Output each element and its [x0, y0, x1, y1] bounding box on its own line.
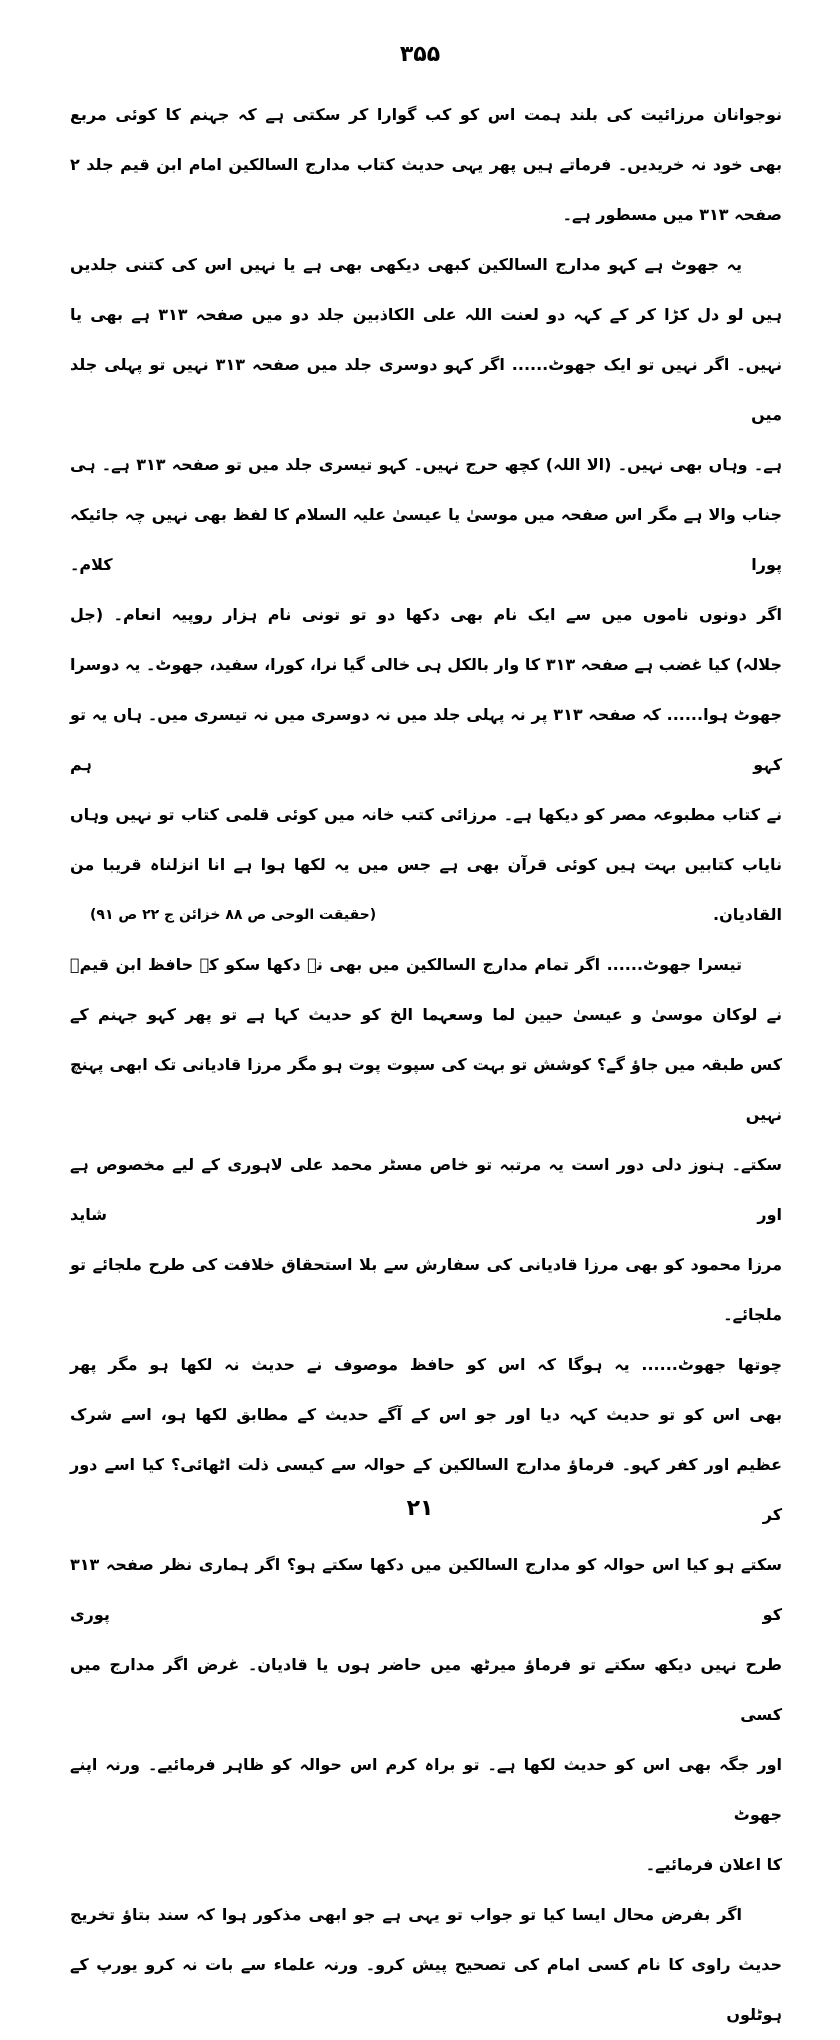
- text-line: نوجوانان مرزائیت کی بلند ہمت اس کو کب گوارا کر سکتی ہے کہ جہنم کا کوئی مربع: [70, 105, 782, 124]
- text-line: مرزا محمود کو بھی مرزا قادیانی کی سفارش سے بلا استحقاق خلافت کی طرح ملجائے تو ملجائے۔: [70, 1255, 782, 1324]
- citation-row: [70, 890, 782, 940]
- text-line: القادیان.: [713, 905, 782, 924]
- text-line: نے کتاب مطبوعہ مصر کو دیکھا ہے۔ مرزائی کتب خانہ میں کوئی قلمی کتاب تو نہیں وہاں: [70, 805, 782, 824]
- text-line: جھوٹ ہوا...... کہ صفحہ ۳۱۳ پر نہ پہلی جلد میں نہ دوسری میں نہ تیسری میں۔ ہاں یہ تو کہو ہم: [70, 705, 782, 774]
- citation-reference: (حقیقت الوحی ص ۸۸ خزائن ج ۲۲ ص ۹۱): [90, 907, 377, 923]
- text-line: ہے۔ وہاں بھی نہیں۔ (الا اللہ) کچھ حرج نہیں۔ کہو تیسری جلد میں تو صفحہ ۳۱۳ ہے۔ ہی: [70, 455, 783, 474]
- text-line: یہ جھوٹ ہے کہو مدارج السالکین کبھی دیکھی بھی ہے یا نہیں اس کی کتنی جلدیں: [70, 255, 742, 274]
- text-line: سکتے۔ ہنوز دلی دور است یہ مرتبہ تو خاص مسٹر محمد علی لاہوری کے لیے مخصوص ہے اور شاید: [70, 1155, 782, 1224]
- text-line: بھی خود نہ خریدیں۔ فرماتے ہیں پھر یہی حدیث کتاب مدارج السالکین امام ابن قیم جلد ۲: [70, 155, 782, 174]
- text-line: کس طبقہ میں جاؤ گے؟ کوشش تو بہت کی سپوت پوت ہو مگر مرزا قادیانی تک ابھی پہنچ نہیں: [70, 1055, 782, 1124]
- page-body-text: [70, 90, 782, 2040]
- text-line: طرح نہیں دیکھ سکتے تو فرماؤ میرٹھ میں حاضر ہوں یا قادیان۔ غرض اگر مدارج میں کسی: [70, 1655, 782, 1724]
- text-line: نہیں۔ اگر نہیں تو ایک جھوٹ...... اگر کہو دوسری جلد میں صفحہ ۳۱۳ نہیں تو پہلی جلد میں: [70, 355, 782, 424]
- footer-page-number: ۲۱: [406, 1496, 434, 1521]
- text-line: کا اعلان فرمائیے۔: [645, 1855, 782, 1874]
- text-line: سکتے ہو کیا اس حوالہ کو مدارج السالکین میں دکھا سکتے ہو؟ اگر ہماری نظر صفحہ ۳۱۳ کو پوری: [70, 1555, 782, 1624]
- text-line: بھی اس کو تو حدیث کہہ دیا اور جو اس کے آگے حدیث کے مطابق لکھا ہو، اسے شرک: [70, 1405, 782, 1424]
- text-line: ہیں لو دل کڑا کر کے کہہ دو لعنت اللہ علی الکاذبین جلد دو میں صفحہ ۳۱۳ ہے بھی یا: [70, 305, 783, 324]
- text-line: چوتھا جھوٹ...... یہ ہوگا کہ اس کو حافظ موصوف نے حدیث نہ لکھا ہو مگر پھر: [70, 1355, 782, 1374]
- text-line: حدیث راوی کا نام کسی امام کی تصحیح پیش کرو۔ ورنہ علماء سے بات نہ کرو یورپ کے ہوٹلوں: [70, 1955, 782, 2024]
- text-line: نے لوکان موسیٰ و عیسیٰ حیین لما وسعہما الخ کو حدیث کہا ہے تو پھر کہو جہنم کے: [70, 1005, 782, 1024]
- header-page-number: ۳۵۵: [399, 42, 441, 67]
- text-line: عظیم اور کفر کہو۔ فرماؤ مدارج السالکین کے حوالہ سے کیسی ذلت اٹھائی؟ کیا اسے دور کر: [70, 1455, 782, 1524]
- text-line: نایاب کتابیں بہت ہیں کوئی قرآن بھی ہے جس میں یہ لکھا ہوا ہے انا انزلناہ قریبا من: [70, 855, 782, 874]
- text-line: جناب والا ہے مگر اس صفحہ میں موسیٰ یا عیسیٰ علیہ السلام کا لفظ بھی نہیں چہ جائیکہ پورا کلام۔: [70, 505, 782, 574]
- text-line: تیسرا جھوٹ...... اگر تمام مدارج السالکین میں بھی نہ دکھا سکو کہ حافظ ابن قیمؒ: [70, 955, 742, 974]
- text-line: اگر بفرض محال ایسا کیا تو جواب تو یہی ہے جو ابھی مذکور ہوا کہ سند بتاؤ تخریج: [70, 1905, 742, 1924]
- text-line: اور جگہ بھی اس کو حدیث لکھا ہے۔ تو براہ کرم اس حوالہ کو ظاہر فرمائیے۔ ورنہ اپنے جھوٹ: [70, 1755, 782, 1824]
- text-line: اگر دونوں ناموں میں سے ایک نام بھی دکھا دو تو تونی نام ہزار روپیہ انعام۔ (جل: [70, 605, 782, 624]
- text-line: جلالہ) کیا غضب ہے صفحہ ۳۱۳ کا وار بالکل ہی خالی گیا نرا، کورا، سفید، جھوٹ۔ یہ دوسرا: [70, 655, 782, 674]
- text-line: صفحہ ۳۱۳ میں مسطور ہے۔: [562, 205, 782, 224]
